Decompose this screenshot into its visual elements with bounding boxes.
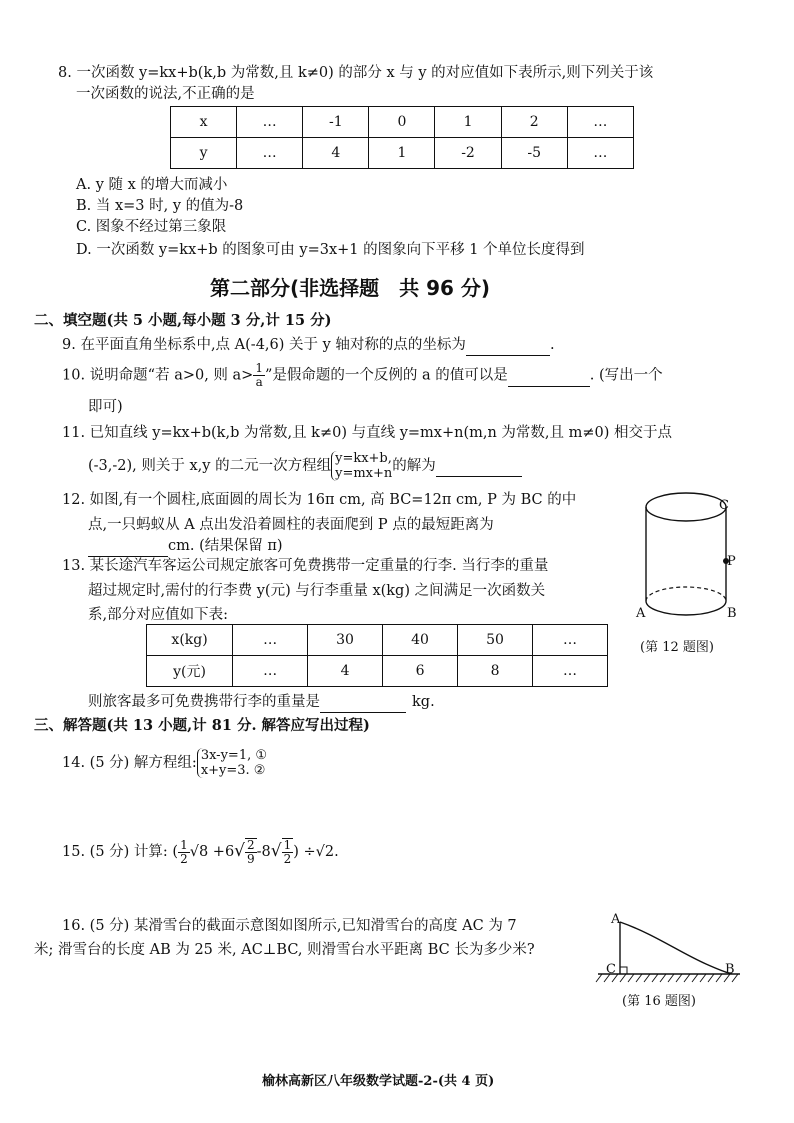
table-cell: …	[237, 107, 303, 138]
q16-figure-caption: (第 16 题图)	[622, 994, 696, 1009]
q15	[62, 838, 339, 866]
q14-eq2: x+y=3. ②	[200, 763, 266, 778]
q13-answer-line	[88, 692, 435, 713]
fraction-denominator: a	[255, 375, 263, 389]
table-cell: …	[533, 625, 608, 656]
q12-line2: 点,一只蚂蚁从 A 点出发沿着圆柱的表面爬到 P 点的最短距离为	[88, 517, 494, 533]
q11-line2-pre: (-3,-2), 则关于 x,y 的二元一次方程组	[88, 458, 332, 474]
table-cell: …	[233, 625, 308, 656]
q9: 9. 在平面直角坐标系中,点 A(-4,6) 关于 y 轴对称的点的坐标为 .	[62, 335, 555, 356]
q14-equation-system	[197, 748, 267, 778]
q15-part2: -8	[256, 844, 271, 860]
q15-post: ) ÷√2.	[293, 844, 339, 860]
q11-answer-blank[interactable]	[436, 456, 522, 477]
q9-answer-blank[interactable]	[466, 335, 550, 356]
table-row	[147, 656, 608, 687]
q16-line2: 米; 滑雪台的长度 AB 为 25 米, AC⊥BC, 则滑雪台水平距离 BC 长为多少米?	[34, 942, 535, 958]
table-cell: y(元)	[147, 656, 233, 687]
table-cell: -1	[303, 107, 369, 138]
q13-line3: 系,部分对应值如下表:	[88, 607, 228, 623]
q10-fraction	[253, 362, 265, 389]
q13-answer-blank[interactable]	[320, 692, 406, 713]
fraction-numerator: 1	[255, 361, 263, 375]
table-cell: -5	[501, 138, 567, 169]
q10-line2: 即可)	[88, 399, 123, 415]
q12-label-a: A	[636, 606, 646, 621]
table-cell: 2	[501, 107, 567, 138]
q16-label-b: B	[725, 962, 735, 977]
table-cell: 4	[308, 656, 383, 687]
q16-label-a: A	[611, 912, 621, 927]
table-cell: 8	[458, 656, 533, 687]
q8-line1: 8. 一次函数 y=kx+b(k,b 为常数,且 k≠0) 的部分 x 与 y 的对应值如下表所示,则下列关于该	[58, 65, 654, 81]
page-footer: 榆林高新区八年级数学试题-2-(共 4 页)	[262, 1074, 495, 1089]
q15-fraction-1	[178, 839, 190, 866]
q10-pre: 10. 说明命题“若 a>0, 则 a>	[62, 367, 254, 384]
part2-title: 第二部分(非选择题 共 96 分)	[210, 276, 491, 300]
fraction-denominator: 9	[247, 852, 255, 866]
table-cell: -2	[435, 138, 501, 169]
sqrt-symbol: √	[234, 841, 246, 861]
section2-heading: 二、填空题(共 5 小题,每小题 3 分,计 15 分)	[34, 312, 332, 329]
fraction-denominator: 2	[180, 851, 188, 866]
table-cell: …	[567, 138, 633, 169]
q16-label-c: C	[606, 962, 616, 977]
section3-heading: 三、解答题(共 13 小题,计 81 分. 解答应写出过程)	[34, 717, 370, 734]
q13-answer-unit: kg.	[412, 694, 435, 710]
q10-answer-blank[interactable]	[508, 366, 590, 387]
q10-post: ”是假命题的一个反例的 a 的值可以是	[264, 367, 508, 384]
table-cell: y	[171, 138, 237, 169]
fraction-numerator: 1	[283, 838, 292, 852]
q12-line1: 12. 如图,有一个圆柱,底面圆的周长为 16π cm, 高 BC=12π cm, P 为 BC 的中	[62, 492, 577, 508]
table-cell: …	[567, 107, 633, 138]
table-cell: 30	[308, 625, 383, 656]
q13-line1: 13. 某长途汽车客运公司规定旅客可免费携带一定重量的行李. 当行李的重量	[62, 558, 549, 574]
q9-text: 9. 在平面直角坐标系中,点 A(-4,6) 关于 y 轴对称的点的坐标为	[62, 337, 466, 353]
q14	[62, 748, 267, 778]
table-row	[171, 107, 634, 138]
fraction-denominator: 2	[283, 852, 292, 866]
q11-line2-post: 的解为	[392, 458, 436, 474]
table-cell: 1	[369, 138, 435, 169]
q12-line3	[88, 536, 283, 557]
q15-fraction-3	[282, 838, 294, 866]
q12-label-p: P	[727, 554, 736, 569]
q8-option-a: A. y 随 x 的增大而减小	[76, 177, 228, 193]
fraction-numerator: 2	[247, 838, 255, 852]
table-cell: 6	[383, 656, 458, 687]
q8-option-d: D. 一次函数 y=kx+b 的图象可由 y=3x+1 的图象向下平移 1 个单位长度得到	[76, 242, 585, 258]
q14-pre: 14. (5 分) 解方程组:	[62, 755, 197, 771]
q15-pre: 15. (5 分) 计算: (	[62, 844, 179, 860]
q15-part1: √8 +6	[189, 844, 235, 860]
q16-line1: 16. (5 分) 某滑雪台的截面示意图如图所示,已知滑雪台的高度 AC 为 7	[62, 918, 517, 934]
q12-label-c: C	[719, 498, 729, 513]
q15-fraction-2	[245, 838, 257, 866]
q13-value-table	[146, 624, 608, 687]
q11-system-eq1: y=kx+b,	[335, 451, 392, 466]
table-cell: x	[171, 107, 237, 138]
fraction-numerator: 1	[180, 837, 188, 852]
table-cell: 50	[458, 625, 533, 656]
table-row	[147, 625, 608, 656]
q8-value-table	[170, 106, 634, 169]
q11-line1: 11. 已知直线 y=kx+b(k,b 为常数,且 k≠0) 与直线 y=mx+n(m,n 为常数,且 m≠0) 相交于点	[62, 425, 673, 441]
q12-figure-caption: (第 12 题图)	[640, 640, 714, 655]
table-cell: …	[237, 138, 303, 169]
sqrt-symbol: √	[270, 841, 282, 861]
table-cell: 0	[369, 107, 435, 138]
table-cell: 40	[383, 625, 458, 656]
q8-option-c: C. 图象不经过第三象限	[76, 219, 227, 235]
q11-equation-system	[331, 451, 392, 481]
q12-line3-text: cm. (结果保留 π)	[168, 538, 283, 554]
q12-label-b: B	[727, 606, 737, 621]
q10-tail: . (写出一个	[589, 367, 663, 384]
cylinder-figure	[630, 485, 750, 655]
table-cell: …	[233, 656, 308, 687]
table-row	[171, 138, 634, 169]
q10	[62, 362, 663, 389]
table-cell: …	[533, 656, 608, 687]
q13-answer-pre: 则旅客最多可免费携带行李的重量是	[88, 694, 320, 710]
q11-system-eq2: y=mx+n	[335, 466, 393, 481]
q8-line2: 一次函数的说法,不正确的是	[76, 86, 255, 102]
q14-eq1: 3x-y=1, ①	[200, 748, 268, 763]
q13-line2: 超过规定时,需付的行李费 y(元) 与行李重量 x(kg) 之间满足一次函数关	[88, 583, 546, 599]
table-cell: x(kg)	[147, 625, 233, 656]
q8-option-b: B. 当 x=3 时, y 的值为-8	[76, 198, 244, 214]
table-cell: 1	[435, 107, 501, 138]
q12-answer-blank[interactable]	[88, 536, 168, 557]
table-cell: 4	[303, 138, 369, 169]
q11-line2	[88, 451, 522, 481]
